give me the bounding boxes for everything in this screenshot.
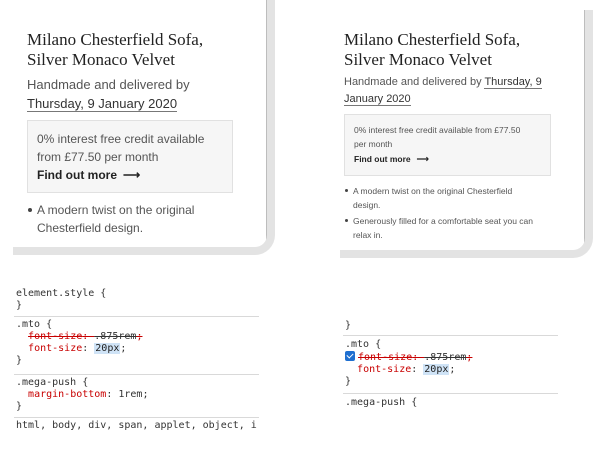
rule-close-top: } xyxy=(345,320,352,331)
inherited-selector-cutoff[interactable]: html, body, div, span, applet, object, i xyxy=(16,420,257,430)
left-styles-pane xyxy=(14,285,259,430)
property-value[interactable]: 1rem xyxy=(118,389,143,400)
mega-push-rule: .mega-push { margin-bottom: 1rem; } xyxy=(16,377,149,412)
mto-selector[interactable]: .mto { xyxy=(345,339,382,350)
rule-close: } xyxy=(16,355,23,366)
mega-push-selector[interactable]: .mega-push { xyxy=(16,377,89,388)
mto-selector[interactable]: .mto { xyxy=(16,319,53,330)
mto-rule: .mto { font-size: .875rem; font-size: 20px; } xyxy=(16,319,143,366)
element-style-selector[interactable]: element.style { xyxy=(16,288,107,299)
product-title-line2: Silver Monaco Velvet xyxy=(344,50,492,69)
rule-close: } xyxy=(16,300,23,311)
mega-push-selector[interactable]: .mega-push { xyxy=(345,397,418,408)
overridden-property[interactable]: font-size: .875rem; xyxy=(28,331,143,342)
credit-box xyxy=(344,114,551,176)
rule-close: } xyxy=(345,376,352,387)
right-styles-pane xyxy=(343,318,558,413)
feature-item xyxy=(27,201,194,237)
feature-item-line1: A modern twist on the original xyxy=(37,203,195,217)
feature-item-line2: design. xyxy=(353,200,381,210)
product-title xyxy=(344,30,520,70)
active-property-name[interactable]: font-size xyxy=(28,343,83,354)
feature-item-line1: A modern twist on the original Chesterfield xyxy=(353,186,513,196)
product-title-line2: Silver Monaco Velvet xyxy=(27,50,175,69)
feature-list xyxy=(27,201,194,237)
product-title-line1: Milano Chesterfield Sofa, xyxy=(344,30,521,49)
find-out-more-label: Find out more xyxy=(354,154,411,164)
credit-box xyxy=(27,120,233,193)
find-out-more-link[interactable] xyxy=(37,166,223,184)
arrow-right-icon: ⟶ xyxy=(123,168,141,182)
delivery-date-link-cont[interactable]: January 2020 xyxy=(344,93,411,105)
active-property-value[interactable]: 20px xyxy=(424,364,449,375)
delivery-info xyxy=(27,75,190,113)
rule-divider xyxy=(343,393,558,394)
left-product-preview xyxy=(13,0,275,255)
right-product-preview xyxy=(340,10,593,258)
credit-text-line2: per month xyxy=(354,139,393,149)
feature-list xyxy=(344,184,533,242)
element-style-rule xyxy=(16,288,106,312)
active-property-name[interactable]: font-size xyxy=(357,364,412,375)
feature-item xyxy=(344,214,533,242)
property-enable-checkbox[interactable] xyxy=(345,351,355,361)
rule-divider xyxy=(14,316,259,317)
feature-item xyxy=(344,184,533,212)
active-property-value[interactable]: 20px xyxy=(95,343,120,354)
find-out-more-label: Find out more xyxy=(37,168,117,182)
credit-text-line1: 0% interest free credit available xyxy=(37,132,205,146)
delivery-date-link[interactable]: Thursday, 9 xyxy=(484,76,542,88)
arrow-right-icon: ⟶ xyxy=(416,154,429,164)
rule-divider xyxy=(343,335,558,336)
delivery-prefix: Handmade and delivered by xyxy=(344,76,482,88)
rule-close: } xyxy=(16,401,23,412)
credit-text-line1: 0% interest free credit available from £77.50 xyxy=(354,125,521,135)
feature-item-line2: relax in. xyxy=(353,230,383,240)
mto-rule: .mto { font-size: .875rem; font-size: 20px; } xyxy=(345,339,473,387)
property-name[interactable]: margin-bottom xyxy=(28,389,107,400)
credit-text-line2: from £77.50 per month xyxy=(37,150,159,164)
feature-item-line2: Chesterfield design. xyxy=(37,221,144,235)
overridden-property[interactable]: font-size: .875rem; xyxy=(358,352,473,363)
product-title-line1: Milano Chesterfield Sofa, xyxy=(27,30,204,49)
delivery-date-link[interactable]: Thursday, 9 January 2020 xyxy=(27,96,178,111)
rule-divider xyxy=(14,374,259,375)
feature-item-line1: Generously filled for a comfortable seat you can xyxy=(353,216,534,226)
product-title xyxy=(27,30,203,70)
find-out-more-link[interactable] xyxy=(354,151,541,167)
delivery-info xyxy=(344,74,544,108)
rule-divider xyxy=(14,417,259,418)
delivery-prefix: Handmade and delivered by xyxy=(27,77,190,92)
